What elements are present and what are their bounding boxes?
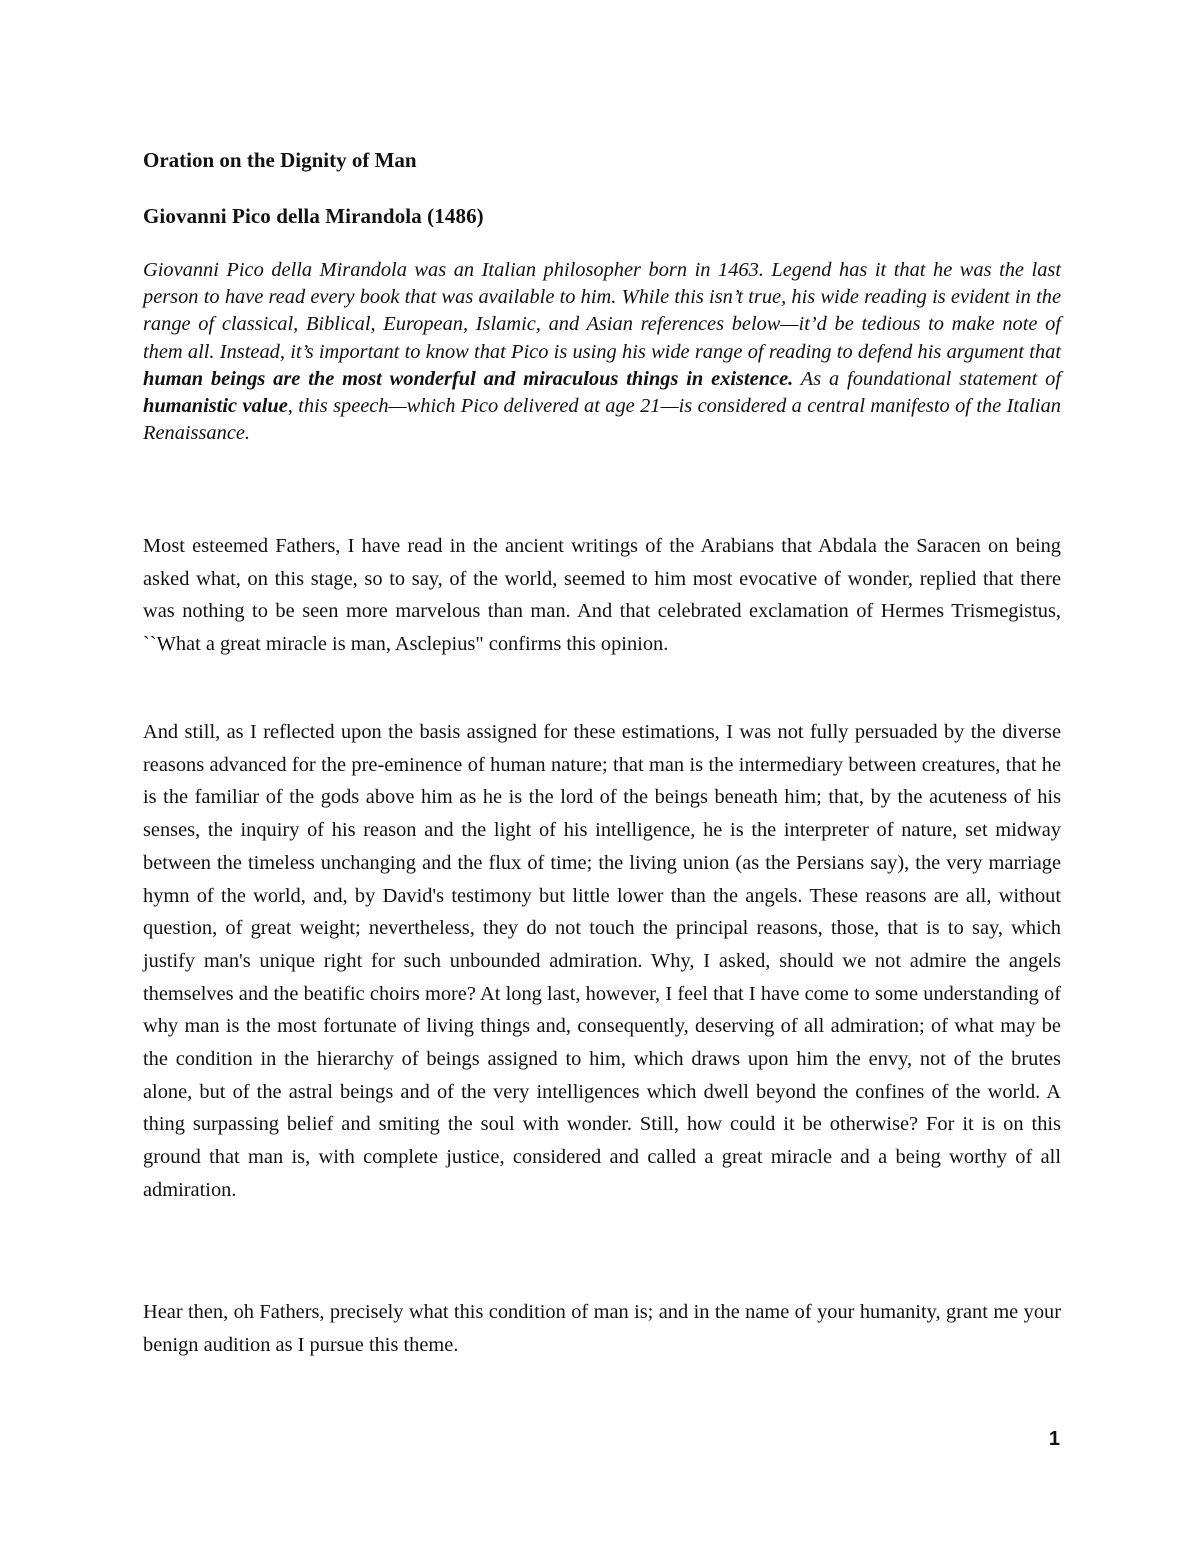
intro-text-3: , this speech—which Pico delivered at age 21—is considered a central manifesto of the Italian Renaissance. (143, 395, 1061, 445)
body-paragraph: And still, as I reflected upon the basis assigned for these estimations, I was not fully persuaded by the diverse reasons advanced for the pre-eminence of human nature; that man is the intermediary between creatures, that he is the familiar of the gods above him as he is the lord of the beings beneath him; that, by the acuteness of his senses, the inquiry of his reason and the light of his intelligence, he is the interpreter of nature, set midway between the timeless unchanging and the flux of time; the living union (as the Persians say), the very marriage hymn of the world, and, by David's testimony but little lower than the angels. These reasons are all, without question, of great weight; nevertheless, they do not touch the principal reasons, those, that is to say, which justify man's unique right for such unbounded admiration. Why, I asked, should we not admire the angels themselves and the beatific choirs more? At long last, however, I feel that I have come to some understanding of why man is the most fortunate of living things and, consequently, deserving of all admiration; of what may be the condition in the hierarchy of beings assigned to him, which draws upon him the envy, not of the brutes alone, but of the astral beings and of the very intelligences which dwell beyond the confines of the world. A thing surpassing belief and smiting the soul with wonder. Still, how could it be otherwise? For it is on this ground that man is, with complete justice, considered and called a great miracle and a being worthy of all admiration. (143, 721, 1061, 1201)
body-paragraph: Hear then, oh Fathers, precisely what this condition of man is; and in the name of your humanity, grant me your benign audition as I pursue this theme. (143, 1301, 1061, 1356)
author-line: Giovanni Pico della Mirandola (1486) (143, 204, 484, 228)
intro-text-2: As a foundational statement of (793, 367, 1062, 390)
body-paragraph: Most esteemed Fathers, I have read in the ancient writings of the Arabians that Abdala the Saracen on being asked what, on this stage, so to say, of the world, seemed to him most evocative of wonder, replied that there was nothing to be seen more marvelous than man. And that celebrated exclamation of Hermes Trismegistus, ``What a great miracle is man, Asclepius" confirms this opinion. (143, 535, 1061, 656)
page-number: 1 (1048, 1428, 1060, 1450)
intro-text-1: Giovanni Pico della Mirandola was an Italian philosopher born in 1463. Legend has it that he was the last person to have read every book that was available to him. While this isn’t true, his wide reading is evident in the range of classical, Biblical, European, Islamic, and Asian references below—it’d be tedious to make note of them all. Instead, it’s important to know that Pico is using his wide range of reading to defend his argument that (143, 259, 1061, 363)
document-title: Oration on the Dignity of Man (143, 148, 417, 172)
intro-emphasis-2: humanistic value (143, 395, 288, 418)
intro-paragraph (143, 257, 1061, 447)
intro-emphasis-1: human beings are the most wonderful and miraculous things in existence. (143, 367, 794, 390)
